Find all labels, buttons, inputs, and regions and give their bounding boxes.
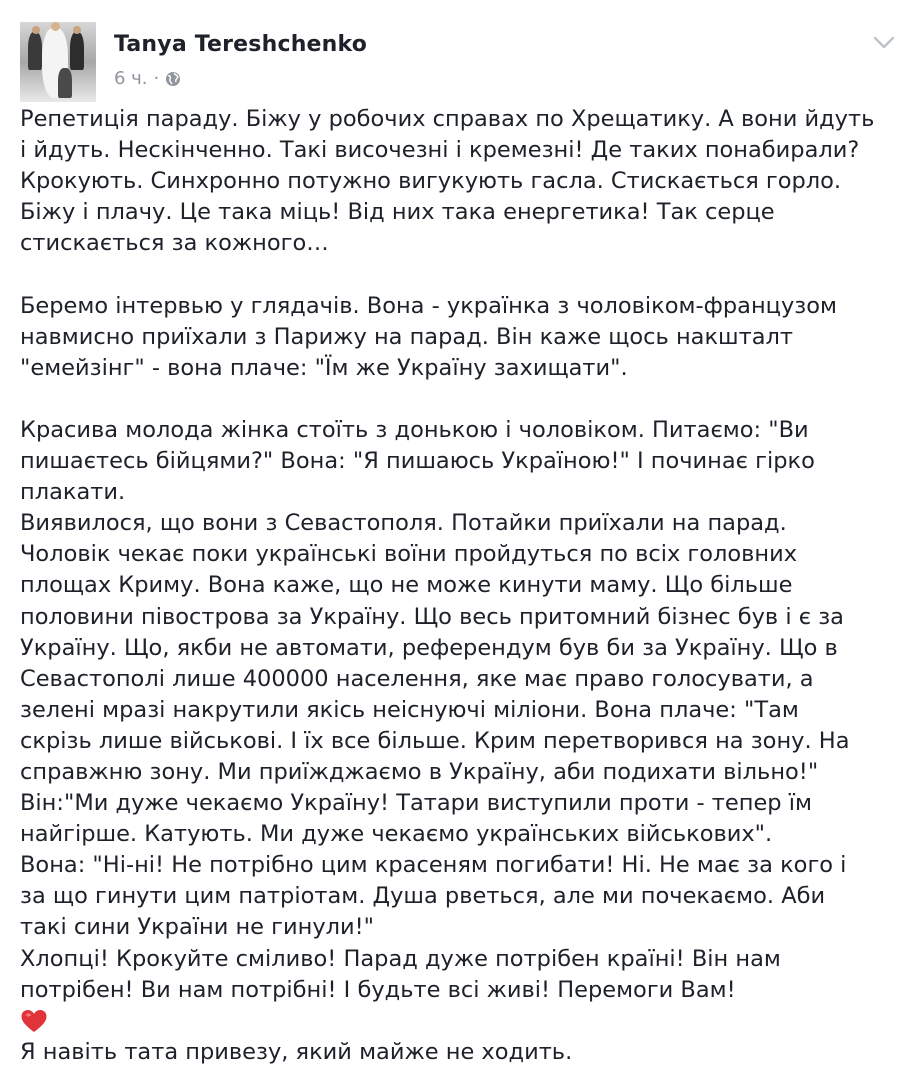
text-line: пишаєтесь бійцями?" Вона: "Я пишаюсь Україною!" І починає гірко — [20, 448, 815, 475]
author-name[interactable]: Tanya Tereshchenko — [114, 32, 368, 57]
text-line: Чоловік чекає поки українські воїни пройдуться по всіх головних — [20, 541, 798, 568]
text-line: половини півострова за Україну. Що весь притомний бізнес був і є за — [20, 603, 844, 630]
text-line: "емейзінг" - вона плаче: "Їм же Україну захищати". — [20, 354, 628, 381]
text-line: Виявилося, що вони з Севастополя. Потайки приїхали на парад. — [20, 510, 787, 537]
text-line: за що гинути цим патріотам. Душа рветься, але ми почекаємо. Аби — [20, 883, 826, 910]
post-body — [20, 104, 900, 1068]
text-line: плакати. — [20, 479, 126, 506]
text-line: найгірше. Катують. Ми дуже чекаємо українських військових". — [20, 821, 773, 848]
text-line: Красива молода жінка стоїть з донькою і чоловіком. Питаємо: "Ви — [20, 416, 809, 443]
post-time[interactable]: 6 ч. — [114, 68, 148, 89]
text-line: Севастополі лише 400000 населення, яке має право голосувати, а — [20, 665, 814, 692]
text-line: Вона: "Ні-ні! Не потрібно цим красеням погибати! Ні. Не має за кого і — [20, 852, 847, 879]
heart-icon — [20, 1006, 48, 1037]
text-line: Україну. Що, якби не автомати, референдум був би за Україну. Що в — [20, 634, 838, 661]
text-line: стискається за кожного… — [20, 230, 329, 257]
text-line: справжню зону. Ми приїжджаємо в Україну, аби подихати вільно!" — [20, 758, 819, 785]
text-line: Репетиція параду. Біжу у робочих справах по Хрещатику. А вони йдуть — [20, 106, 875, 132]
text-line: і йдуть. Нескінченно. Такі височезні і кремезні! Де таких понабирали? — [20, 137, 860, 164]
globe-icon[interactable] — [165, 71, 181, 87]
text-line: Біжу і плачу. Це така міць! Від них така енергетика! Так серце — [20, 199, 775, 226]
text-line: площах Криму. Вона каже, що не може кинути маму. Що більше — [20, 572, 793, 599]
text-line: скрізь лише військові. І їх все більше. Крим перетворився на зону. На — [20, 727, 850, 754]
text-line: Хлопці! Крокуйте сміливо! Парад дуже потрібен країні! Він нам — [20, 945, 781, 972]
post-header — [20, 22, 895, 104]
post-meta — [114, 68, 181, 89]
text-line: Крокують. Синхронно потужно вигукують гасла. Стискається горло. — [20, 168, 842, 195]
text-line: зелені мразі накрутили якісь неіснуючі міліони. Вона плаче: "Там — [20, 696, 799, 723]
paragraph-gap — [20, 259, 900, 290]
text-line: навмисно приїхали з Парижу на парад. Він каже щось накшталт — [20, 323, 794, 350]
text-line: Беремо інтервью у глядачів. Вона - українка з чоловіком-французом — [20, 292, 837, 319]
avatar[interactable] — [20, 22, 96, 102]
chevron-down-icon[interactable] — [873, 36, 895, 50]
text-line: потрібен! Ви нам потрібні! І будьте всі живі! Перемоги Вам! — [20, 976, 736, 1003]
text-line: Я навіть тата привезу, який майже не ходить. — [20, 1038, 573, 1065]
paragraph-gap — [20, 384, 900, 415]
meta-separator: · — [153, 68, 160, 89]
text-line: Він:"Ми дуже чекаємо Україну! Татари виступили проти - тепер їм — [20, 790, 812, 817]
text-line: такі сини України не гинули!" — [20, 914, 375, 941]
